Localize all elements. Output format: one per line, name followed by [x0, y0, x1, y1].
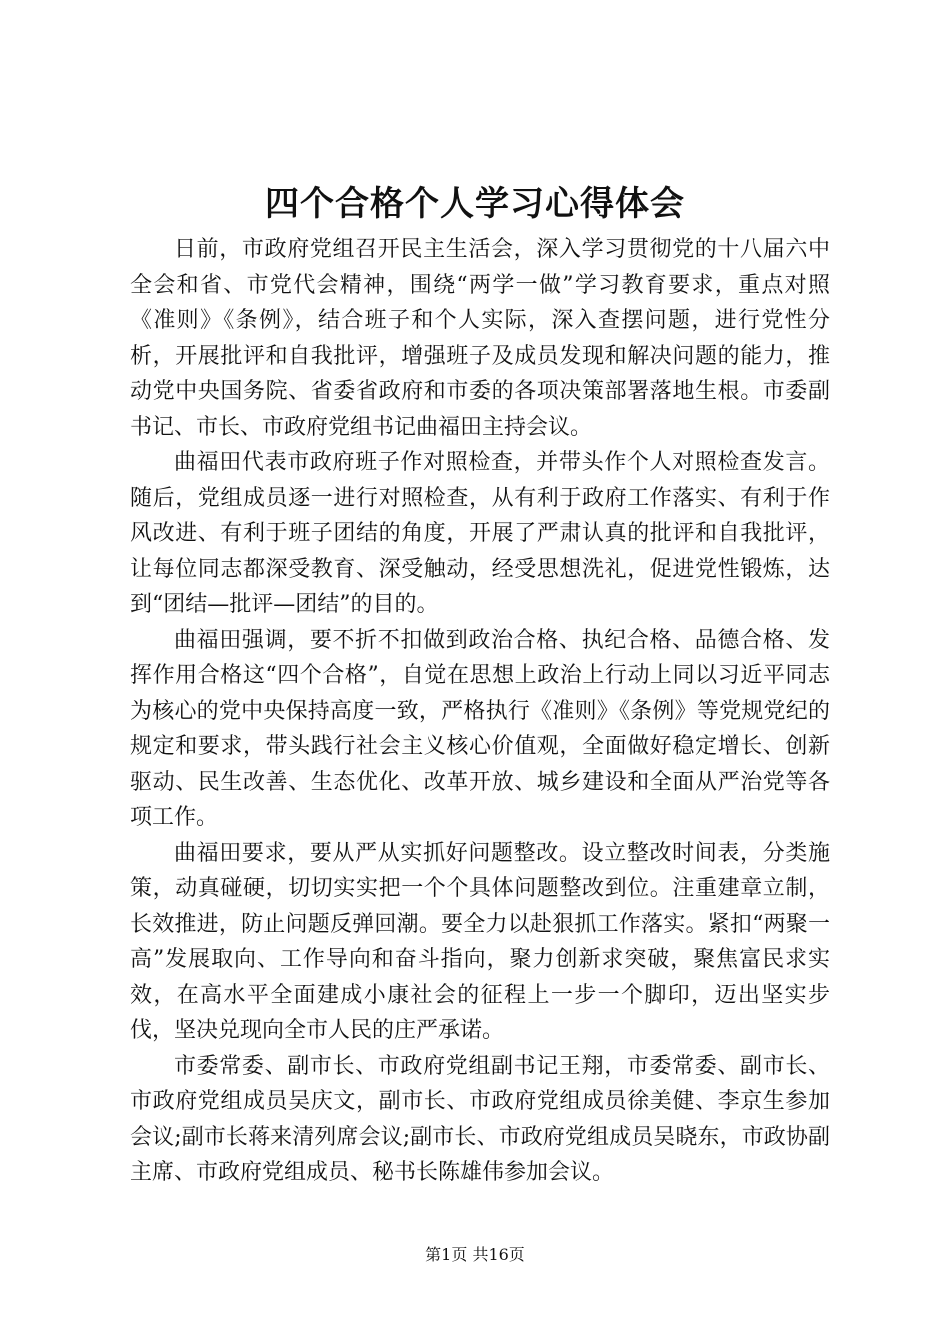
paragraph-5: 市委常委、副市长、市政府党组副书记王翔，市委常委、副市长、市政府党组成员吴庆文，副市长、市政府党组成员徐美健、李京生参加会议;副市长蒋来清列席会议;副市长、市政府党组成员吴晓东，市政协副主席、市政府党组成员、秘书长陈雄伟参加会议。	[130, 1053, 830, 1185]
paragraph-2: 曲福田代表市政府班子作对照检查，并带头作个人对照检查发言。随后，党组成员逐一进行对照检查，从有利于政府工作落实、有利于作风改进、有利于班子团结的角度，开展了严肃认真的批评和自我批评，让每位同志都深受教育、深受触动，经受思想洗礼，促进党性锻炼，达到“团结—批评—团结”的目的。	[130, 450, 830, 617]
document-title: 四个合格个人学习心得体会	[265, 184, 685, 224]
paragraph-4: 曲福田要求，要从严从实抓好问题整改。设立整改时间表，分类施策，动真碰硬，切切实实把一个个具体问题整改到位。注重建章立制，长效推进，防止问题反弹回潮。要全力以赴狠抓工作落实。紧扣“两聚一高”发展取向、工作导向和奋斗指向，聚力创新求突破，聚焦富民求实效，在高水平全面建成小康社会的征程上一步一个脚印，迈出坚实步伐，坚决兑现向全市人民的庄严承诺。	[130, 840, 830, 1043]
paragraph-3: 曲福田强调，要不折不扣做到政治合格、执纪合格、品德合格、发挥作用合格这“四个合格”，自觉在思想上政治上行动上同以习近平同志为核心的党中央保持高度一致，严格执行《准则》《条例》等党规党纪的规定和要求，带头践行社会主义核心价值观，全面做好稳定增长、创新驱动、民生改善、生态优化、改革开放、城乡建设和全面从严治党等各项工作。	[130, 627, 830, 830]
document-body	[130, 232, 830, 1191]
page-footer: 第1页 共16页	[425, 1245, 525, 1264]
paragraph-1: 日前，市政府党组召开民主生活会，深入学习贯彻党的十八届六中全会和省、市党代会精神，围绕“两学一做”学习教育要求，重点对照《准则》《条例》，结合班子和个人实际，深入查摆问题，进行党性分析，开展批评和自我批评，增强班子及成员发现和解决问题的能力，推动党中央国务院、省委省政府和市委的各项决策部署落地生根。市委副书记、市长、市政府党组书记曲福田主持会议。	[130, 237, 830, 440]
